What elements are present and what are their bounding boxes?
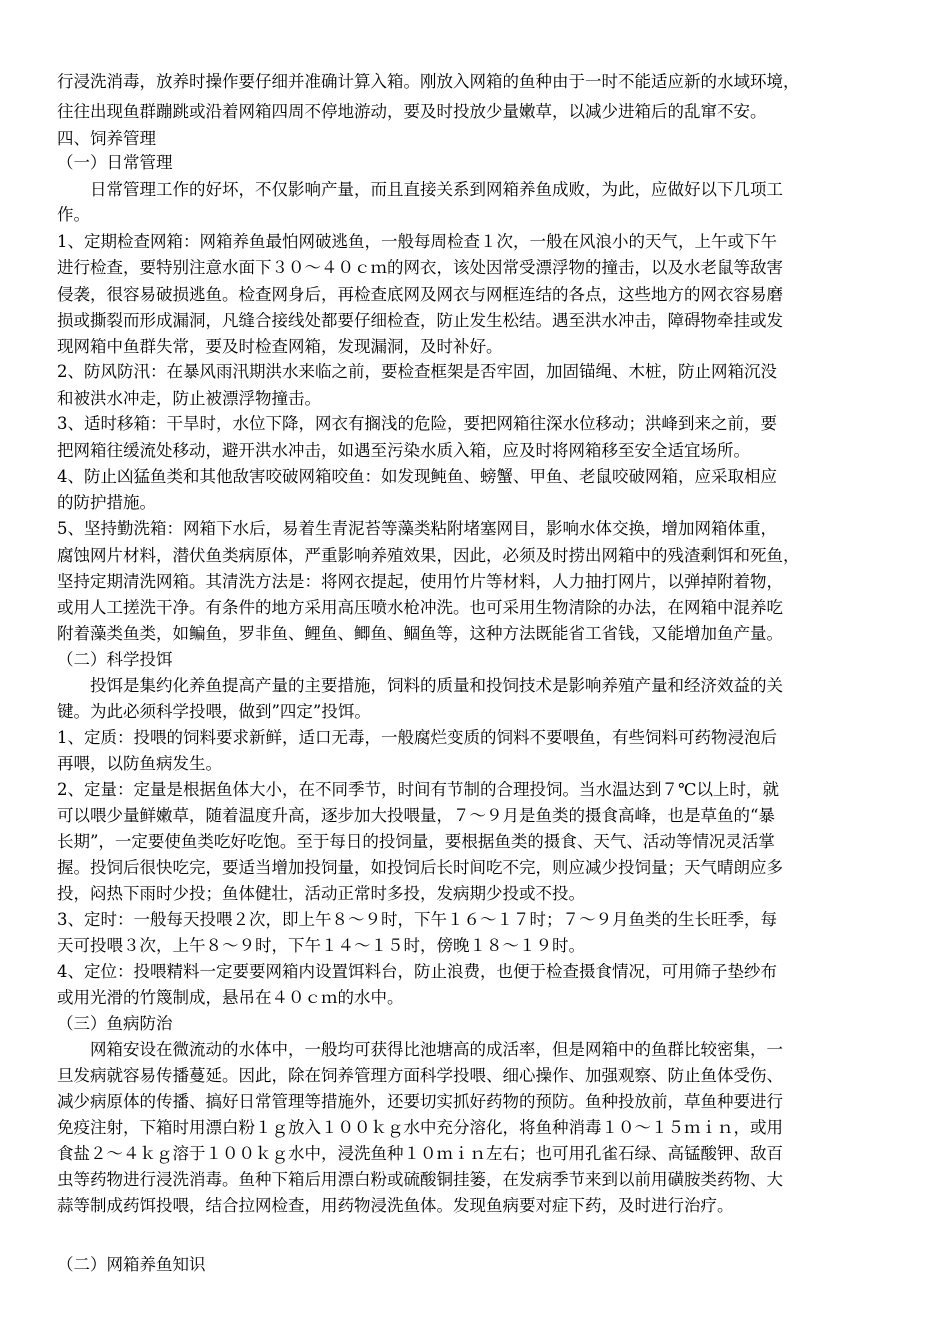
text-line: 4、防止凶猛鱼类和其他敌害咬破网箱咬鱼：如发现鲀鱼、螃蟹、甲鱼、老鼠咬破网箱，应采取相应: [57, 467, 777, 486]
text-line: 侵袭，很容易破损逃鱼。检查网身后，再检查底网及网衣与网框连结的各点，这些地方的网衣容易磨: [57, 285, 783, 304]
text-line: 现网箱中鱼群失常，要及时检查网箱，发现漏洞，及时补好。: [57, 337, 503, 356]
text-line: 投饵是集约化养鱼提高产量的主要措施，饲料的质量和投饲技术是影响养殖产量和经济效益的关: [57, 676, 783, 695]
text-line: 3、定时：一般每天投喂２次，即上午８～９时，下午１６～１７时；７～９月鱼类的生长旺季，每: [57, 910, 777, 929]
text-line: 或用光滑的竹篾制成，悬吊在４０ｃｍ的水中。: [57, 988, 404, 1007]
text-line: 把网箱往缓流处移动，避开洪水冲击，如遇至污染水质入箱，应及时将网箱移至安全适宜场所。: [57, 441, 750, 460]
text-line: 减少病原体的传播、搞好日常管理等措施外，还要切实抓好药物的预防。鱼种投放前，草鱼种要进行: [57, 1092, 783, 1111]
subsection-heading: （一）日常管理: [57, 153, 173, 172]
text-line: 投，闷热下雨时少投；鱼体健壮，活动正常时多投，发病期少投或不投。: [57, 884, 585, 903]
text-line: 2、防风防汛：在暴风雨汛期洪水来临之前，要检查框架是否牢固，加固锚绳、木桩，防止网箱沉没: [57, 362, 777, 381]
text-line: 键。为此必须科学投喂，做到”四定”投饵。: [57, 702, 371, 721]
text-line: 损或撕裂而形成漏洞，凡缝合接线处都要仔细检查，防止发生松结。遇至洪水冲击，障碍物牵挂或发: [57, 311, 783, 330]
text-line: 坚持定期清洗网箱。其清洗方法是：将网衣提起，使用竹片等材料，人力抽打网片，以弹掉附着物，: [57, 572, 783, 591]
text-line: 可以喂少量鲜嫩草，随着温度升高，逐步加大投喂量，７～９月是鱼类的摄食高峰，也是草鱼的“暴: [57, 806, 775, 825]
text-line: 再喂，以防鱼病发生。: [57, 754, 222, 773]
text-line: 的防护措施。: [57, 493, 156, 512]
text-line: 长期”，一定要使鱼类吃好吃饱。至于每日的投饲量，要根据鱼类的摄食、天气、活动等情况灵活掌: [57, 832, 775, 851]
text-line: 3、适时移箱：干旱时，水位下降，网衣有搁浅的危险，要把网箱往深水位移动；洪峰到来之前，要: [57, 414, 777, 433]
text-line: 蒜等制成药饵投喂，结合拉网检查，用药物浸洗鱼体。发现鱼病要对症下药，及时进行治疗。: [57, 1196, 734, 1215]
text-line: 行浸洗消毒，放养时操作要仔细并准确计算入箱。刚放入网箱的鱼种由于一时不能适应新的水域环境，: [57, 72, 800, 91]
text-line: 作。: [57, 205, 90, 224]
text-line: 往往出现鱼群蹦跳或沿着网箱四周不停地游动，要及时投放少量嫩草，以减少进箱后的乱窜不安。: [57, 102, 767, 121]
text-line: 或用人工搓洗干净。有条件的地方采用高压喷水枪冲洗。也可采用生物清除的办法，在网箱中混养吃: [57, 598, 783, 617]
text-line: 5、坚持勤洗箱：网箱下水后，易着生青泥苔等藻类粘附堵塞网目，影响水体交换，增加网箱体重，: [57, 519, 777, 538]
text-line: 1、定质：投喂的饲料要求新鲜，适口无毒，一般腐烂变质的饲料不要喂鱼，有些饲料可药物浸泡后: [57, 728, 777, 747]
subsection-heading: （二）科学投饵: [57, 650, 173, 669]
text-line: 握。投饲后很快吃完，要适当增加投饲量，如投饲后长时间吃不完，则应减少投饲量；天气晴朗应多: [57, 858, 783, 877]
section-heading: 四、饲养管理: [57, 129, 156, 148]
text-line: 2、定量：定量是根据鱼体大小，在不同季节，时间有节制的合理投饲。当水温达到７℃以上时，就: [57, 780, 779, 799]
text-line: 附着藻类鱼类，如鳊鱼，罗非鱼、鲤鱼、鲫鱼、鲴鱼等，这种方法既能省工省钱，又能增加鱼产量。: [57, 624, 783, 643]
text-line: 网箱安设在微流动的水体中，一般均可获得比池塘高的成活率，但是网箱中的鱼群比较密集，一: [57, 1040, 783, 1059]
text-line: 免疫注射，下箱时用漂白粉１ｇ放入１００ｋｇ水中充分溶化，将鱼种消毒１０～１５ｍｉｎ，或用: [57, 1118, 783, 1137]
text-line: 4、定位：投喂精料一定要要网箱内设置饵料台，防止浪费，也便于检查摄食情况，可用筛子垫纱布: [57, 962, 777, 981]
text-line: 虫等药物进行浸洗消毒。鱼种下箱后用漂白粉或硫酸铜挂篓，在发病季节来到以前用磺胺类药物、大: [57, 1170, 783, 1189]
text-line: 日常管理工作的好坏，不仅影响产量，而且直接关系到网箱养鱼成败，为此，应做好以下几项工: [57, 180, 783, 199]
text-line: 腐蚀网片材料，潜伏鱼类病原体，严重影响养殖效果，因此，必须及时捞出网箱中的残渣剩饵和死鱼，: [57, 546, 800, 565]
text-line: 和被洪水冲走，防止被漂浮物撞击。: [57, 389, 321, 408]
subsection-heading: （三）鱼病防治: [57, 1014, 173, 1033]
text-line: 1、定期检查网箱：网箱养鱼最怕网破逃鱼，一般每周检查１次，一般在风浪小的天气，上午或下午: [57, 232, 777, 251]
text-line: 食盐２～４ｋｇ溶于１００ｋｇ水中，浸洗鱼种１０ｍｉｎ左右；也可用孔雀石绿、高锰酸钾、敌百: [57, 1144, 783, 1163]
text-line: 天可投喂３次，上午８～９时，下午１４～１５时，傍晚１８～１９时。: [57, 936, 585, 955]
text-line: 旦发病就容易传播蔓延。因此，除在饲养管理方面科学投喂、细心操作、加强观察、防止鱼体受伤、: [57, 1066, 783, 1085]
subsection-heading: （二）网箱养鱼知识: [57, 1255, 206, 1274]
text-line: 进行检查，要特别注意水面下３０～４０ｃｍ的网衣，该处因常受漂浮物的撞击，以及水老鼠等敌害: [57, 258, 783, 277]
